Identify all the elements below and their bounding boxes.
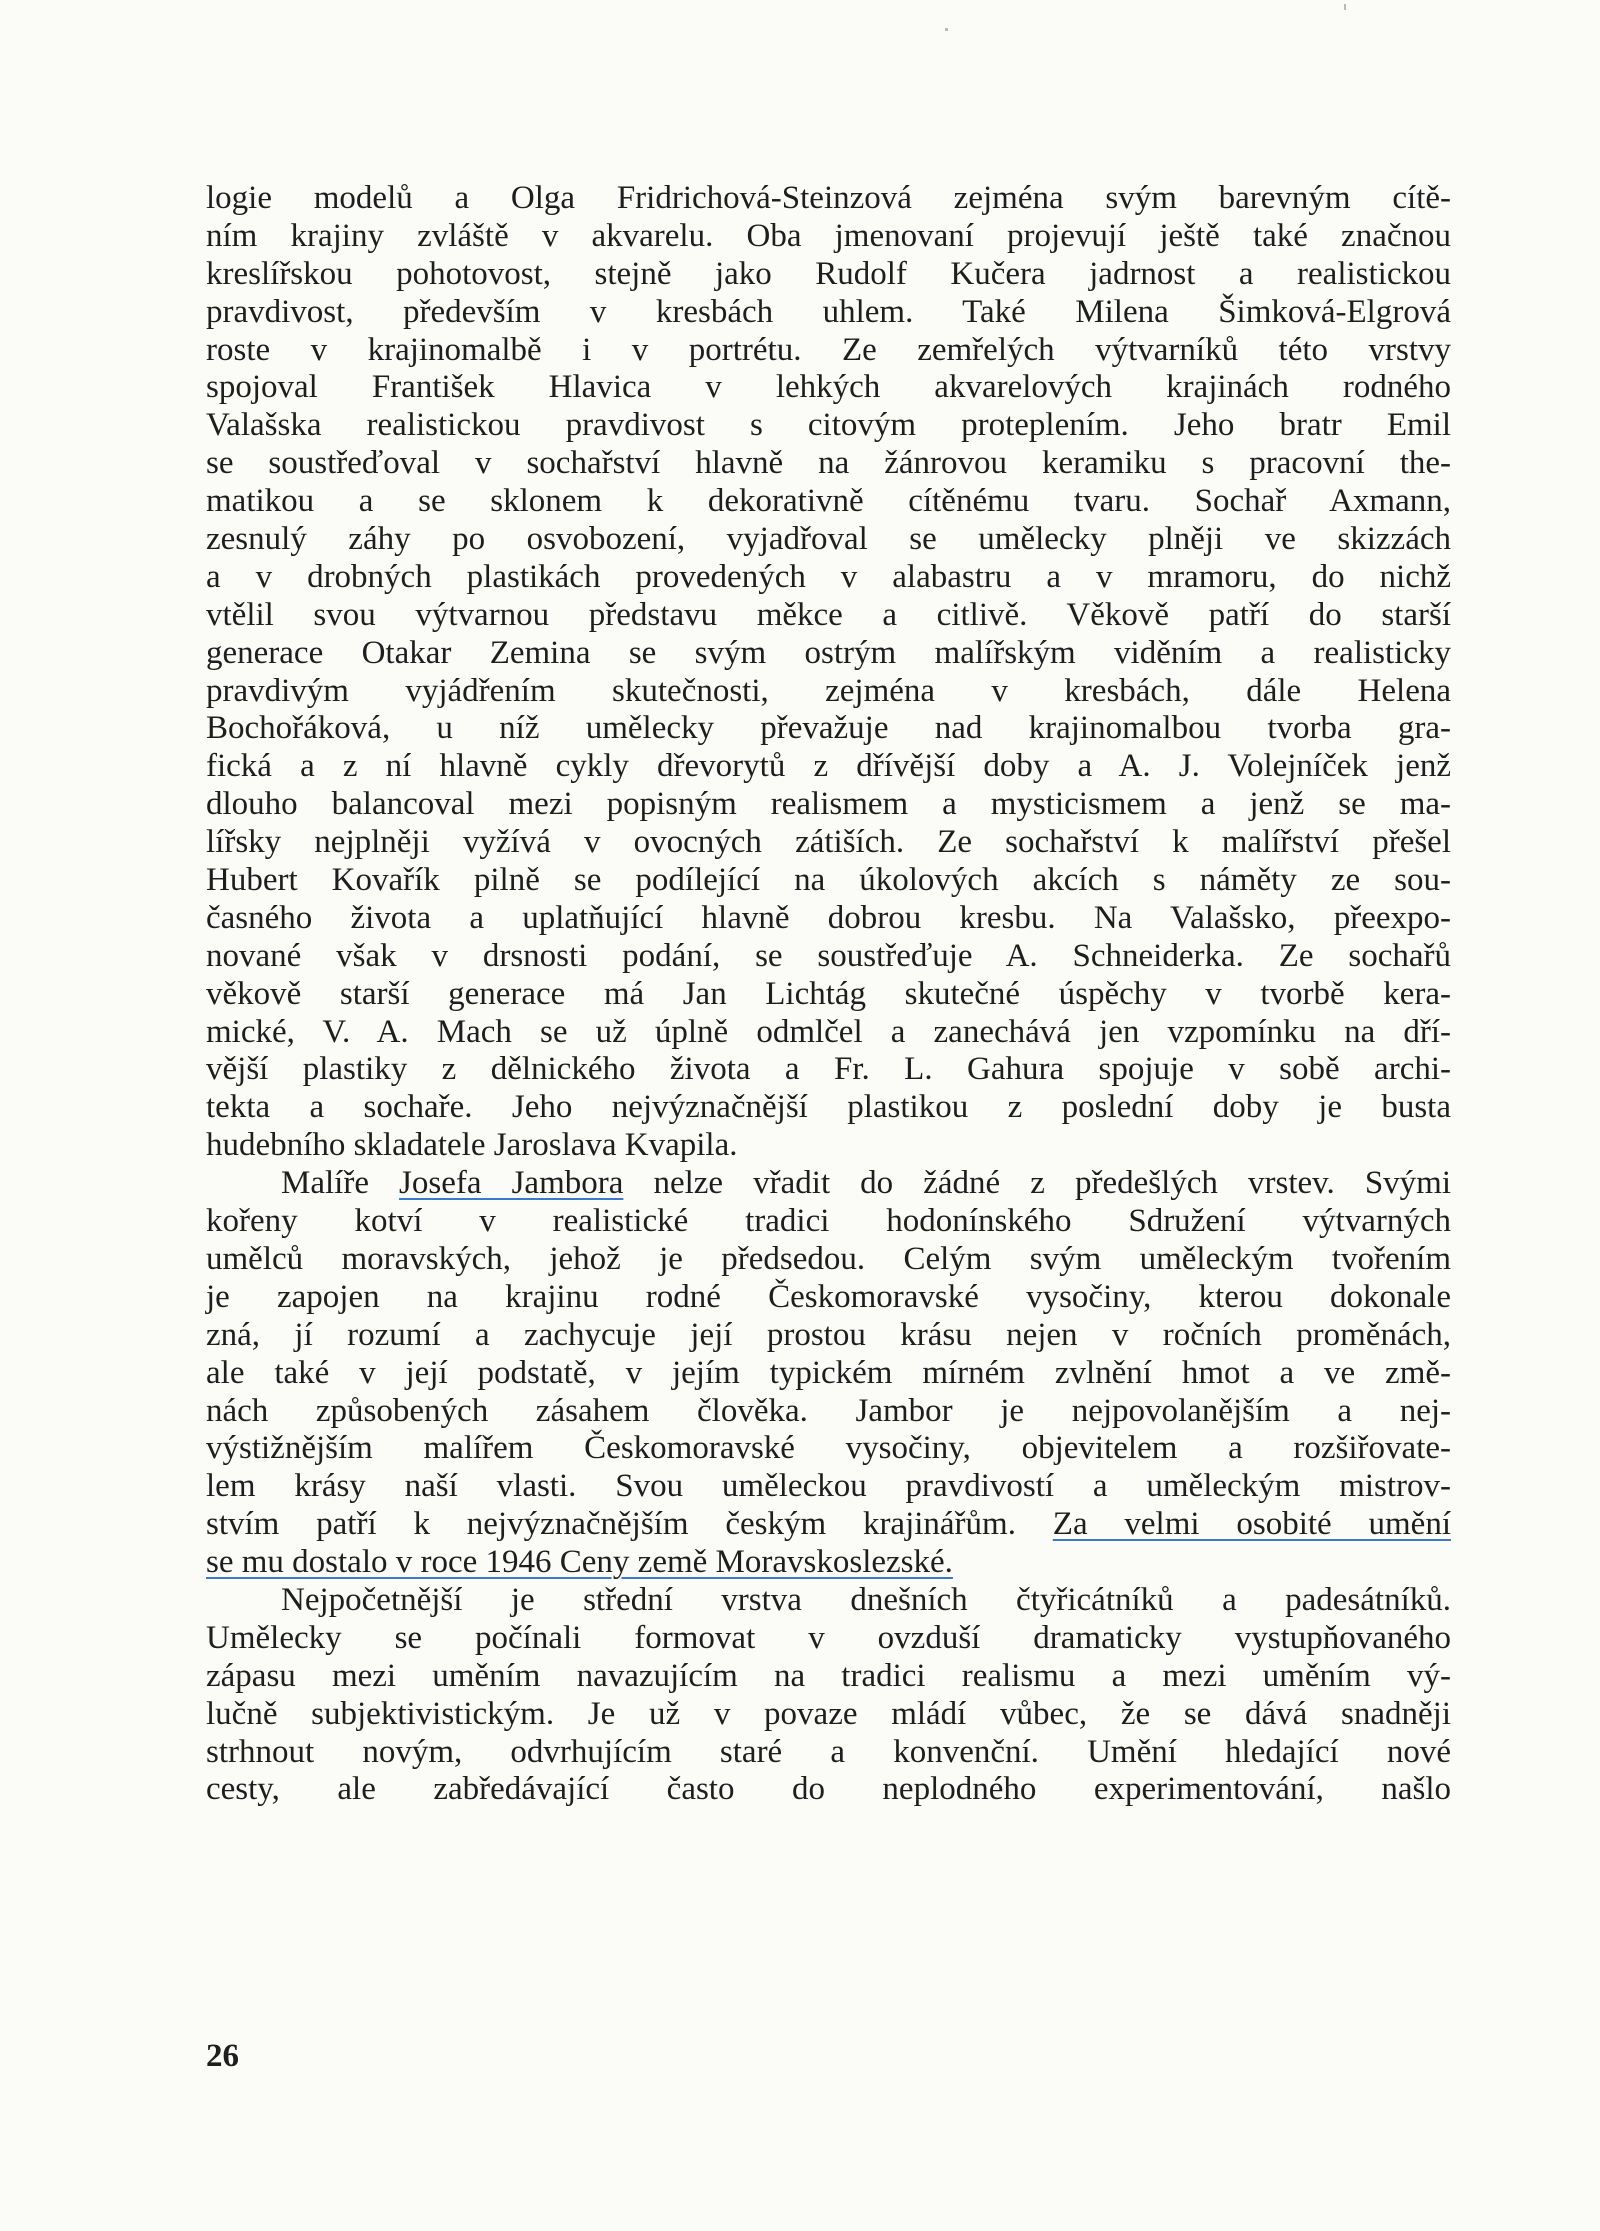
body-text: [206, 180, 1451, 1809]
text-line: časného života a uplatňující hlavně dobrou kresbu. Na Valašsko, přeexpo-: [206, 899, 1451, 936]
text-line: pravdivost, především v kresbách uhlem. Také Milena Šimková-Elgrová: [206, 293, 1451, 330]
text-line: nách způsobených zásahem člověka. Jambor je nejpovolanějším a nej-: [206, 1392, 1451, 1429]
text-line: [206, 1165, 1451, 1203]
text-line: kořeny kotví v realistické tradici hodonínského Sdružení výtvarných: [206, 1203, 1451, 1240]
text-line: vější plastiky z dělnického života a Fr. L. Gahura spojuje v sobě archi-: [206, 1051, 1451, 1088]
scan-speck: [945, 28, 948, 31]
highlighted-phrase: se mu dostalo v roce 1946 Ceny země Moravskoslezské.: [206, 1544, 953, 1581]
text-line: Hubert Kovařík pilně se podílející na úkolových akcích s náměty ze sou-: [206, 862, 1451, 899]
text-line: [206, 1544, 1451, 1582]
text-line: nované však v drsnosti podání, se soustřeďuje A. Schneiderka. Ze sochařů: [206, 937, 1451, 974]
text-line: lířsky nejplněji vyžívá v ovocných zátiších. Ze sochařství k malířství přešel: [206, 824, 1451, 861]
text-line: [206, 1506, 1451, 1544]
text-line: hudebního skladatele Jaroslava Kvapila.: [206, 1127, 738, 1164]
text-line: dlouho balancoval mezi popisným realismem a mysticismem a jenž se ma-: [206, 786, 1451, 823]
text-line: umělců moravských, jehož je předsedou. Celým svým uměleckým tvořením: [206, 1240, 1451, 1277]
line-text: nelze vřadit do žádné z předešlých vrstev. Svými: [623, 1165, 1452, 1202]
text-line: fická a z ní hlavně cykly dřevorytů z dřívější doby a A. J. Volejníček jenž: [206, 748, 1451, 785]
text-line: vtělil svou výtvarnou představu měkce a citlivě. Věkově patří do starší: [206, 596, 1451, 633]
text-line: strhnout novým, odvrhujícím staré a konvenční. Umění hledající nové: [206, 1733, 1451, 1770]
text-line: ale také v její podstatě, v jejím typickém mírném zvlnění hmot a ve změ-: [206, 1354, 1451, 1391]
text-line: Umělecky se počínali formovat v ovzduší dramaticky vystupňovaného: [206, 1619, 1451, 1656]
text-line: věkově starší generace má Jan Lichtág skutečné úspěchy v tvorbě kera-: [206, 975, 1451, 1012]
text-line: je zapojen na krajinu rodné Českomoravské vysočiny, kterou dokonale: [206, 1278, 1451, 1315]
page-number: 26: [206, 2038, 239, 2074]
text-line: se soustřeďoval v sochařství hlavně na žánrovou keramiku s pracovní the-: [206, 445, 1451, 482]
text-line: kreslířskou pohotovost, stejně jako Rudolf Kučera jadrnost a realistickou: [206, 255, 1451, 292]
text-line: logie modelů a Olga Fridrichová-Steinzová zejména svým barevným cítě-: [206, 180, 1451, 216]
text-line: zesnulý záhy po osvobození, vyjadřoval se umělecky plněji ve skizzách: [206, 521, 1451, 558]
text-line: výstižnějším malířem Českomoravské vysočiny, objevitelem a rozšiřovate-: [206, 1430, 1451, 1467]
text-line: Valašska realistickou pravdivost s citovým proteplením. Jeho bratr Emil: [206, 407, 1451, 444]
highlighted-name: Josefa Jambora: [399, 1165, 624, 1202]
line-text: stvím patří k nejvýznačnějším českým krajinářům.: [206, 1506, 1053, 1543]
scan-speck: [1344, 4, 1346, 10]
text-line: matikou a se sklonem k dekorativně cítěnému tvaru. Sochař Axmann,: [206, 483, 1451, 520]
line-text: Malíře: [281, 1165, 400, 1202]
text-line: lem krásy naší vlasti. Svou uměleckou pravdivostí a uměleckým mistrov-: [206, 1468, 1451, 1505]
text-line: zná, jí rozumí a zachycuje její prostou krásu nejen v ročních proměnách,: [206, 1316, 1451, 1353]
text-line: lučně subjektivistickým. Je už v povaze mládí vůbec, že se dává snadněji: [206, 1695, 1451, 1732]
text-line: tekta a sochaře. Jeho nejvýznačnější plastikou z poslední doby je busta: [206, 1089, 1451, 1126]
text-line: a v drobných plastikách provedených v alabastru a v mramoru, do nichž: [206, 558, 1451, 595]
text-line: cesty, ale zabředávající často do neplodného experimentování, našlo: [206, 1771, 1451, 1808]
text-line: roste v krajinomalbě i v portrétu. Ze zemřelých výtvarníků této vrstvy: [206, 331, 1451, 368]
text-line: ním krajiny zvláště v akvarelu. Oba jmenovaní projevují ještě také značnou: [206, 217, 1451, 254]
paragraph-3: [206, 1582, 1451, 1809]
text-line: zápasu mezi uměním navazujícím na tradici realismu a mezi uměním vý-: [206, 1657, 1451, 1694]
highlighted-phrase: Za velmi osobité umění: [1052, 1506, 1451, 1543]
text-line: Nejpočetnější je střední vrstva dnešních čtyřicátníků a padesátníků.: [281, 1581, 1451, 1618]
text-line: pravdivým vyjádřením skutečnosti, zejména v kresbách, dále Helena: [206, 672, 1451, 709]
text-line: spojoval František Hlavica v lehkých akvarelových krajinách rodného: [206, 369, 1451, 406]
text-line: mické, V. A. Mach se už úplně odmlčel a zanechává jen vzpomínku na dří-: [206, 1013, 1451, 1050]
paragraph-2: [206, 1165, 1451, 1582]
text-line: generace Otakar Zemina se svým ostrým malířským viděním a realisticky: [206, 634, 1451, 671]
text-line: Bochořáková, u níž umělecky převažuje nad krajinomalbou tvorba gra-: [206, 710, 1451, 747]
paragraph-1: [206, 180, 1451, 1165]
